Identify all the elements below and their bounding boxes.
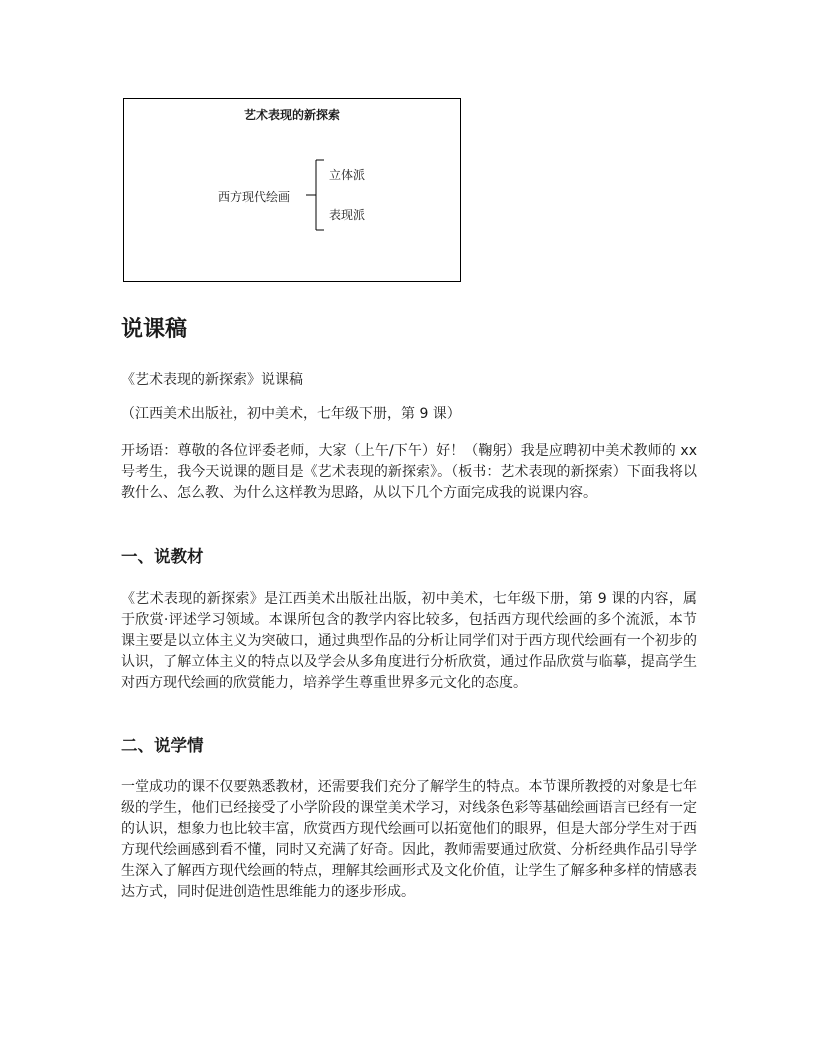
diagram-title: 艺术表现的新探索 — [243, 108, 340, 122]
diagram-connector-lines — [124, 99, 462, 283]
mind-map-diagram — [123, 98, 461, 282]
opening-paragraph: 开场语：尊敬的各位评委老师，大家（上午/下午）好！（鞠躬）我是应聘初中美术教师的 xx 号考生，我今天说课的题目是《艺术表现的新探索》。（板书：艺术表现的新探索）下面我将以教什么、怎么教、为什么这样教为思路，从以下几个方面完成我的说课内容。 — [121, 443, 697, 501]
page-title: 说课稿 — [121, 317, 188, 342]
section-heading-textbook: 一、说教材 — [121, 547, 204, 566]
section-body-textbook: 《艺术表现的新探索》是江西美术出版社出版，初中美术，七年级下册，第 9 课的内容，属于欣赏·评述学习领域。本课所包含的教学内容比较多，包括西方现代绘画的多个流派，本节课主要是以立体主义为突破口，通过典型作品的分析让同学们对于西方现代绘画有一个初步的认识，了解立体主义的特点以及学会从多角度进行分析欣赏，通过作品欣赏与临摹，提高学生对西方现代绘画的欣赏能力，培养学生尊重世界多元文化的态度。 — [121, 591, 697, 691]
diagram-root-node: 西方现代绘画 — [218, 190, 291, 204]
lesson-source-line: （江西美术出版社，初中美术，七年级下册，第 9 课） — [121, 406, 461, 422]
lesson-title-line: 《艺术表现的新探索》说课稿 — [121, 372, 303, 388]
section-heading-students: 二、说学情 — [121, 736, 204, 755]
diagram-branch-cubism: 立体派 — [329, 168, 366, 182]
diagram-branch-expressionism: 表现派 — [329, 208, 366, 222]
section-body-students: 一堂成功的课不仅要熟悉教材，还需要我们充分了解学生的特点。本节课所教授的对象是七年级的学生，他们已经接受了小学阶段的课堂美术学习，对线条色彩等基础绘画语言已经有一定的认识，想象力也比较丰富，欣赏西方现代绘画可以拓宽他们的眼界，但是大部分学生对于西方现代绘画感到看不懂，同时又充满了好奇。因此，教师需要通过欣赏、分析经典作品引导学生深入了解西方现代绘画的特点，理解其绘画形式及文化价值，让学生了解多种多样的情感表达方式，同时促进创造性思维能力的逐步形成。 — [121, 779, 697, 900]
